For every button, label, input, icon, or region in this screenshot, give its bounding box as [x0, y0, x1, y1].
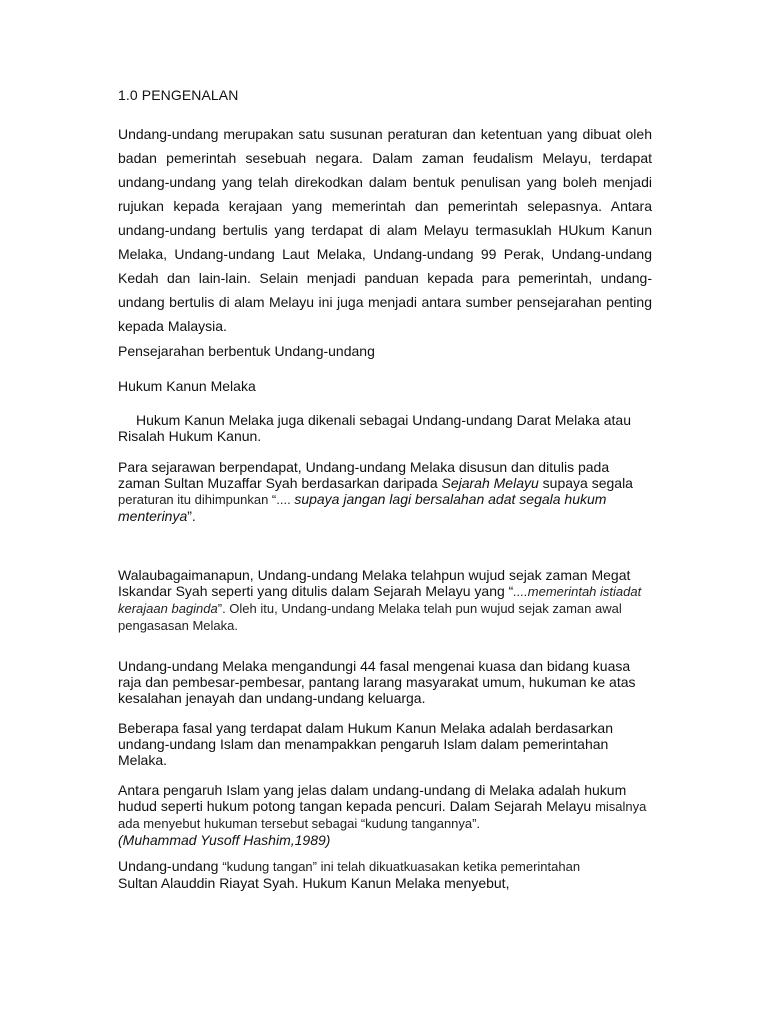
paragraph-origin: Walaubagaimanapun, Undang-undang Melaka telahpun wujud sejak zaman Megat Iskandar Syah seperti yang ditulis dalam Sejarah Melayu yang “....memerintah istiadat kerajaan baginda”. Oleh itu, Undang-undang Melaka telah pun wujud sejak zaman awal pengasasan Melaka. — [118, 567, 642, 633]
source-title-sejarah-melayu: Sejarah Melayu — [441, 475, 539, 491]
paragraph-islamic-basis: Beberapa fasal yang terdapat dalam Hukum Kanun Melaka adalah berdasarkan undang-undang Islam dan menampakkan pengaruh Islam dalam pemerintahan Melaka. — [118, 720, 613, 768]
paragraph-hudud: Antara pengaruh Islam yang jelas dalam undang-undang di Melaka adalah hukum hudud seperti hukum potong tangan kepada pencuri. Dalam Sejarah Melayu misalnya ada menyebut hukuman tersebut sebagai “kudung tangannya”. (Muhammad Yusoff Hashim,1989) — [118, 782, 647, 848]
paragraph-compilation-text: Para sejarawan berpendapat, Undang-undang Melaka disusun dan ditulis pada zaman Sultan Muzaffar Syah berdasarkan daripada — [118, 459, 610, 491]
paragraph-enforcement-text: Undang-undang — [118, 858, 223, 874]
citation: (Muhammad Yusoff Hashim,1989) — [118, 832, 331, 848]
paragraph-compilation: Para sejarawan berpendapat, Undang-undang Melaka disusun dan ditulis pada zaman Sultan Muzaffar Syah berdasarkan daripada Sejarah Melayu supaya segala peraturan itu dihimpunkan “.... supaya jangan lagi bersalahan adat segala hukum menterinya”. — [118, 459, 633, 524]
paragraph-alias — [118, 412, 654, 444]
section-title: Pensejarahan berbentuk Undang-undang — [118, 343, 375, 359]
quote-text: ....memerintah istiadat kerajaan baginda — [118, 584, 642, 616]
subsection-title: Hukum Kanun Melaka — [118, 378, 256, 394]
quote-text: supaya jangan lagi bersalahan adat segala hukum menterinya — [118, 491, 607, 524]
intro-paragraph: Undang-undang merupakan satu susunan peraturan dan ketentuan yang dibuat oleh badan pemerintah sesebuah negara. Dalam zaman feudalism Melayu, terdapat undang-undang yang telah direkodkan dalam bentuk penulisan yang boleh menjadi rujukan kepada kerajaan yang memerintah dan pemerintah selepasnya. Antara undang-undang bertulis yang terdapat di alam Melayu termasuklah HUkum Kanun Melaka, Undang-undang Laut Melaka, Undang-undang 99 Perak, Undang-undang Kedah dan lain-lain. Selain menjadi panduan kepada para pemerintah, undang-undang bertulis di alam Melayu ini juga menjadi antara sumber pensejarahan penting kepada Malaysia. — [118, 126, 652, 334]
paragraph-hudud-text: Antara pengaruh Islam yang jelas dalam undang-undang di Melaka adalah hukum hudud seperti hukum potong tangan kepada pencuri. Dalam Sejarah Melayu — [118, 782, 627, 814]
paragraph-enforcement: Undang-undang “kudung tangan” ini telah dikuatkuasakan ketika pemerintahan Sultan Alauddin Riayat Syah. Hukum Kanun Melaka menyebut, — [118, 858, 581, 891]
paragraph-alias-text: Hukum Kanun Melaka juga dikenali sebagai Undang-undang Darat Melaka atau Risalah Hukum Kanun. — [118, 412, 631, 444]
paragraph-contents: Undang-undang Melaka mengandungi 44 fasal mengenai kuasa dan bidang kuasa raja dan pembesar-pembesar, pantang larang masyarakat umum, hukuman ke atas kesalahan jenayah dan undang-undang keluarga. — [118, 658, 636, 706]
paragraph-origin-text: Walaubagaimanapun, Undang-undang Melaka telahpun wujud sejak zaman Megat Iskandar Syah seperti yang ditulis dalam Sejarah Melayu yang “ — [118, 567, 631, 599]
document-heading: 1.0 PENGENALAN — [118, 87, 239, 103]
